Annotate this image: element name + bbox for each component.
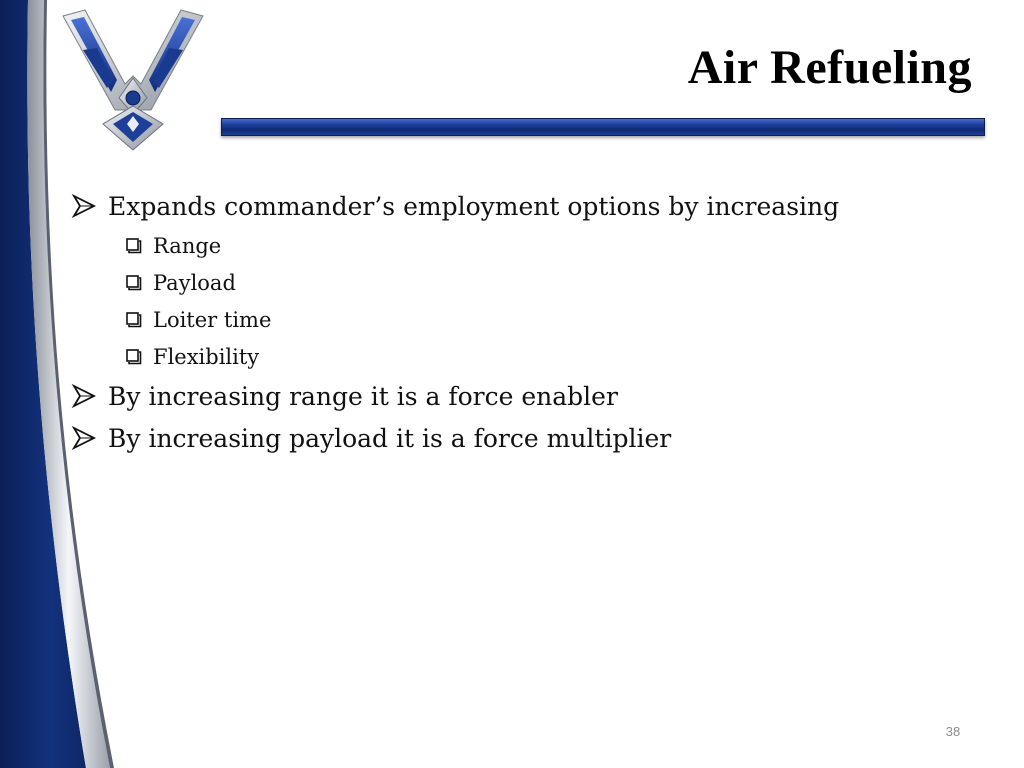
sub-bullet-item bbox=[126, 264, 970, 301]
checkbox-bullet-icon bbox=[126, 275, 142, 291]
checkbox-bullet-icon bbox=[126, 238, 142, 254]
bullet-item bbox=[70, 375, 970, 417]
arrow-bullet-icon bbox=[70, 193, 100, 219]
sub-bullet-item bbox=[126, 227, 970, 264]
checkbox-bullet-icon bbox=[126, 312, 142, 328]
bullet-item bbox=[70, 417, 970, 459]
bullet-list bbox=[70, 185, 970, 459]
arrow-bullet-icon bbox=[70, 425, 100, 451]
bullet-text: By increasing payload it is a force multiplier bbox=[108, 423, 672, 453]
title-rule bbox=[221, 118, 985, 136]
sub-bullet-text: Payload bbox=[153, 270, 236, 295]
arrow-bullet-icon bbox=[70, 383, 100, 409]
bullet-item bbox=[70, 185, 970, 227]
bullet-text: By increasing range it is a force enabler bbox=[108, 381, 618, 411]
sub-bullet-text: Range bbox=[153, 233, 222, 258]
air-force-symbol-icon bbox=[55, 6, 211, 152]
sub-bullet-text: Flexibility bbox=[153, 344, 260, 369]
sub-bullet-item bbox=[126, 301, 970, 338]
page-number: 38 bbox=[945, 724, 961, 739]
sub-bullet-item bbox=[126, 338, 970, 375]
sub-bullet-text: Loiter time bbox=[153, 307, 272, 332]
checkbox-bullet-icon bbox=[126, 349, 142, 365]
slide-title: Air Refueling bbox=[687, 41, 972, 94]
bullet-text: Expands commander’s employment options by increasing bbox=[108, 191, 840, 221]
